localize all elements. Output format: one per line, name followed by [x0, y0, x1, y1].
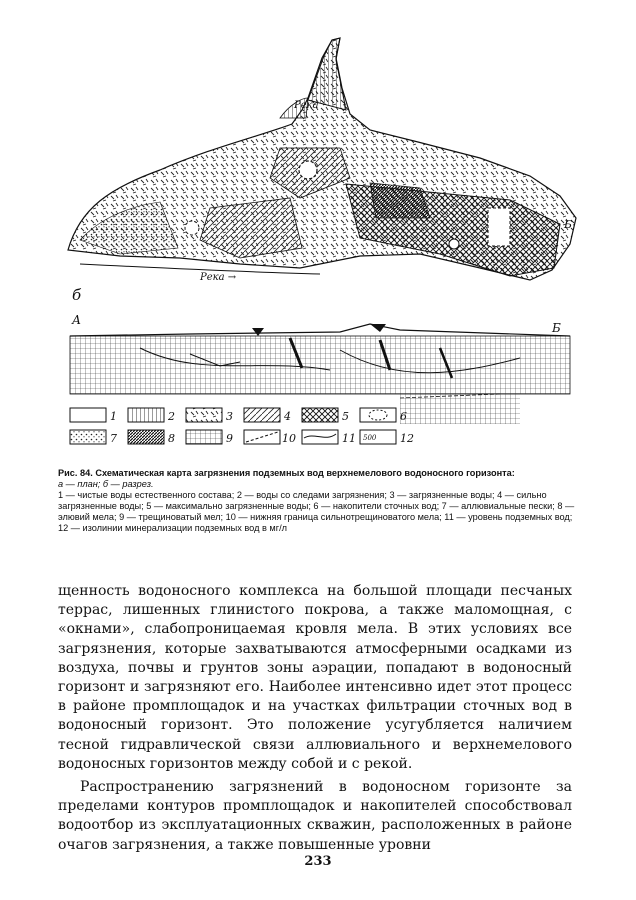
legend-item-6 — [360, 408, 407, 423]
section-point-a: А — [72, 313, 82, 327]
legend-item-7 — [70, 430, 117, 445]
legend — [70, 408, 414, 445]
plan-point-b: Б — [564, 218, 573, 231]
legend-num: 5 — [342, 410, 349, 423]
river-label-top: Река — [294, 100, 319, 111]
legend-num: 8 — [168, 432, 175, 445]
legend-item-8 — [128, 430, 175, 445]
legend-item-4 — [244, 408, 291, 423]
isoline-value: 500 — [363, 434, 377, 442]
legend-num: 2 — [168, 410, 175, 423]
panel-b-label: б — [72, 286, 82, 304]
legend-item-3 — [186, 408, 233, 423]
legend-item-9 — [186, 430, 233, 445]
cross-section — [70, 313, 570, 424]
legend-num: 9 — [226, 432, 233, 445]
caption-title: Рис. 84. Схематическая карта загрязнения подземных вод верхнемелового водоносного горизонта: — [58, 468, 515, 478]
legend-num: 1 — [110, 410, 117, 423]
legend-num: 7 — [110, 432, 117, 445]
legend-item-11 — [302, 430, 356, 445]
figure-svg — [40, 18, 600, 458]
caption-sub: а — план; б — разрез. — [58, 479, 154, 489]
legend-item-1 — [70, 408, 117, 423]
paragraph-2: Распространению загрязнений в водоносном горизонте за пределами контуров промплощадок и накопителей способствовал водоотбор из эксплуатационных скважин, расположенных в районе очагов загрязнения, а также повышенные уровни — [58, 779, 572, 853]
legend-item-12 — [360, 430, 414, 445]
legend-item-10 — [244, 430, 296, 445]
plan-map — [68, 38, 576, 280]
figure-caption — [58, 468, 578, 534]
legend-num: 12 — [400, 432, 414, 445]
legend-num: 11 — [342, 432, 356, 445]
page-number: 233 — [304, 854, 332, 869]
legend-num: 10 — [282, 432, 296, 445]
caption-legend: 1 — чистые воды естественного состава; 2 — воды со следами загрязнения; 3 — загрязненные воды; 4 — сильно загрязненные воды; 5 — максимально загрязненные воды; 6 — накопители сточных вод; 7 — аллювиальные пески; 8 — элювий мела; 9 — трещиноватый мел; 10 — нижняя граница сильнотрещиноватого мела; 11 — уровень подземных вод; 12 — изолинии минерализации подземных вод в мг/л — [58, 490, 575, 533]
figure-84 — [40, 18, 600, 458]
legend-num: 3 — [226, 410, 233, 423]
paragraph-1: щенность водоносного комплекса на большой площади песчаных террас, лишенных глинистого покрова, а также маломощная, с «окнами», слабопроницаемая кровля мела. В этих условиях все загрязнения, которые захватываются атмосферными осадками из воздуха, почвы и грунтов зоны аэрации, попадают в водоносный горизонт и загрязняют его. Наиболее интенсивно идет этот процесс в районе промплощадок и на участках фильтрации сточных вод в водоносный горизонт. Это положение усугубляется наличием тесной гидравлической связи аллювиального и верхнемелового водоносных горизонтов между собой и с рекой. — [58, 583, 572, 772]
legend-num: 4 — [284, 410, 291, 423]
legend-item-2 — [128, 408, 175, 423]
river-label-bottom: Река → — [200, 272, 237, 283]
body-text — [58, 582, 572, 855]
legend-item-5 — [302, 408, 349, 423]
section-point-b: Б — [552, 321, 561, 335]
legend-num: 6 — [400, 410, 407, 423]
